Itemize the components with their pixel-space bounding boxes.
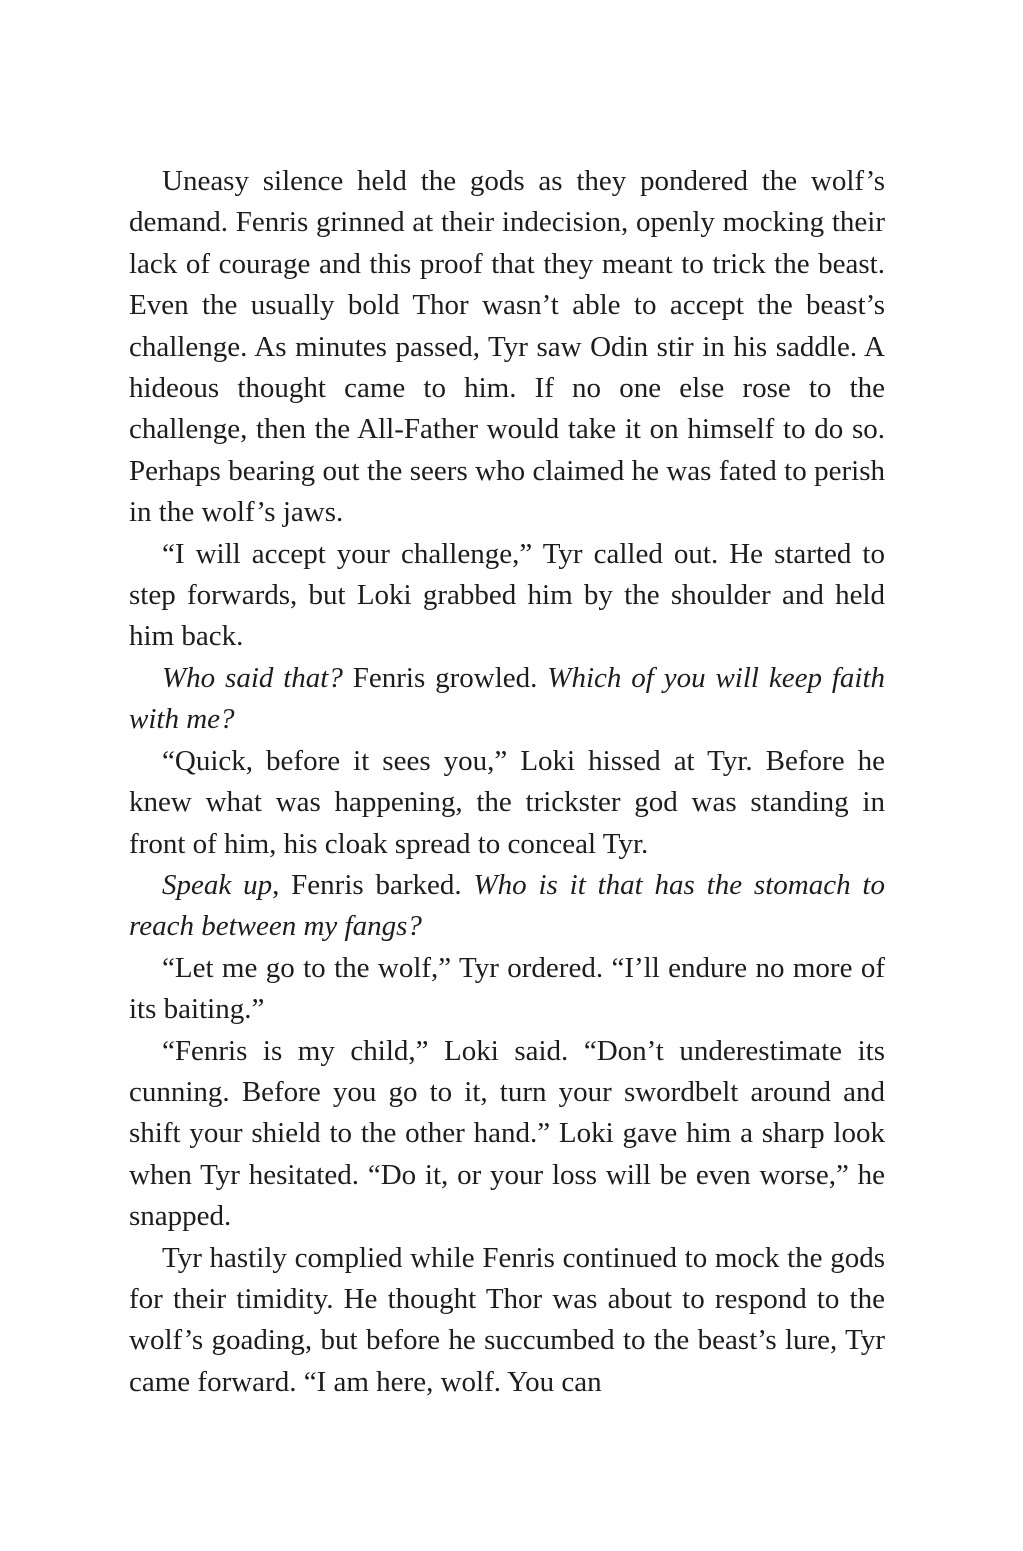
- italic-text-run: Speak up: [162, 868, 273, 901]
- text-run: “Quick, before it sees you,” Loki hissed at Tyr. Before he knew what was happening, the trickster god was standing in front of him, his cloak spread to conceal Tyr.: [129, 744, 885, 860]
- paragraph: [129, 741, 885, 865]
- text-run: Tyr hastily complied while Fenris continued to mock the gods for their timidity. He thought Thor was about to respond to the wolf’s goading, but before he succumbed to the beast’s lure, Tyr came forward. “I am here, wolf. You can: [129, 1241, 885, 1398]
- paragraph: [129, 534, 885, 658]
- text-run: “Fenris is my child,” Loki said. “Don’t underestimate its cunning. Before you go to it, turn your swordbelt around and shift your shield to the other hand.” Loki gave him a sharp look when Tyr hesitated. “Do it, or your loss will be even worse,” he snapped.: [129, 1034, 885, 1233]
- text-run: “Let me go to the wolf,” Tyr ordered. “I’ll endure no more of its baiting.”: [129, 951, 885, 1026]
- paragraph: [129, 161, 885, 534]
- italic-text-run: Which of you will keep faith with me?: [129, 661, 885, 736]
- italic-text-run: Who said that?: [162, 661, 343, 694]
- italic-text-run: Who is it that has the stomach to reach between my fangs?: [129, 868, 885, 943]
- text-run: Fenris growled.: [342, 661, 548, 694]
- paragraph: [129, 1238, 885, 1404]
- text-run: , Fenris barked.: [272, 868, 474, 901]
- paragraph: [129, 865, 885, 948]
- text-run: “I will accept your challenge,” Tyr called out. He started to step forwards, but Loki grabbed him by the shoulder and held him back.: [129, 537, 885, 653]
- text-run: Uneasy silence held the gods as they pondered the wolf’s demand. Fenris grinned at their indecision, openly mocking their lack of courage and this proof that they meant to trick the beast. Even the usually bold Thor wasn’t able to accept the beast’s challenge. As minutes passed, Tyr saw Odin stir in his saddle. A hideous thought came to him. If no one else rose to the challenge, then the All-Father would take it on himself to do so. Perhaps bearing out the seers who claimed he was fated to perish in the wolf’s jaws.: [129, 165, 885, 529]
- paragraph: [129, 948, 885, 1031]
- paragraph: [129, 1031, 885, 1238]
- paragraph: [129, 658, 885, 741]
- page-text-column: [129, 161, 885, 1403]
